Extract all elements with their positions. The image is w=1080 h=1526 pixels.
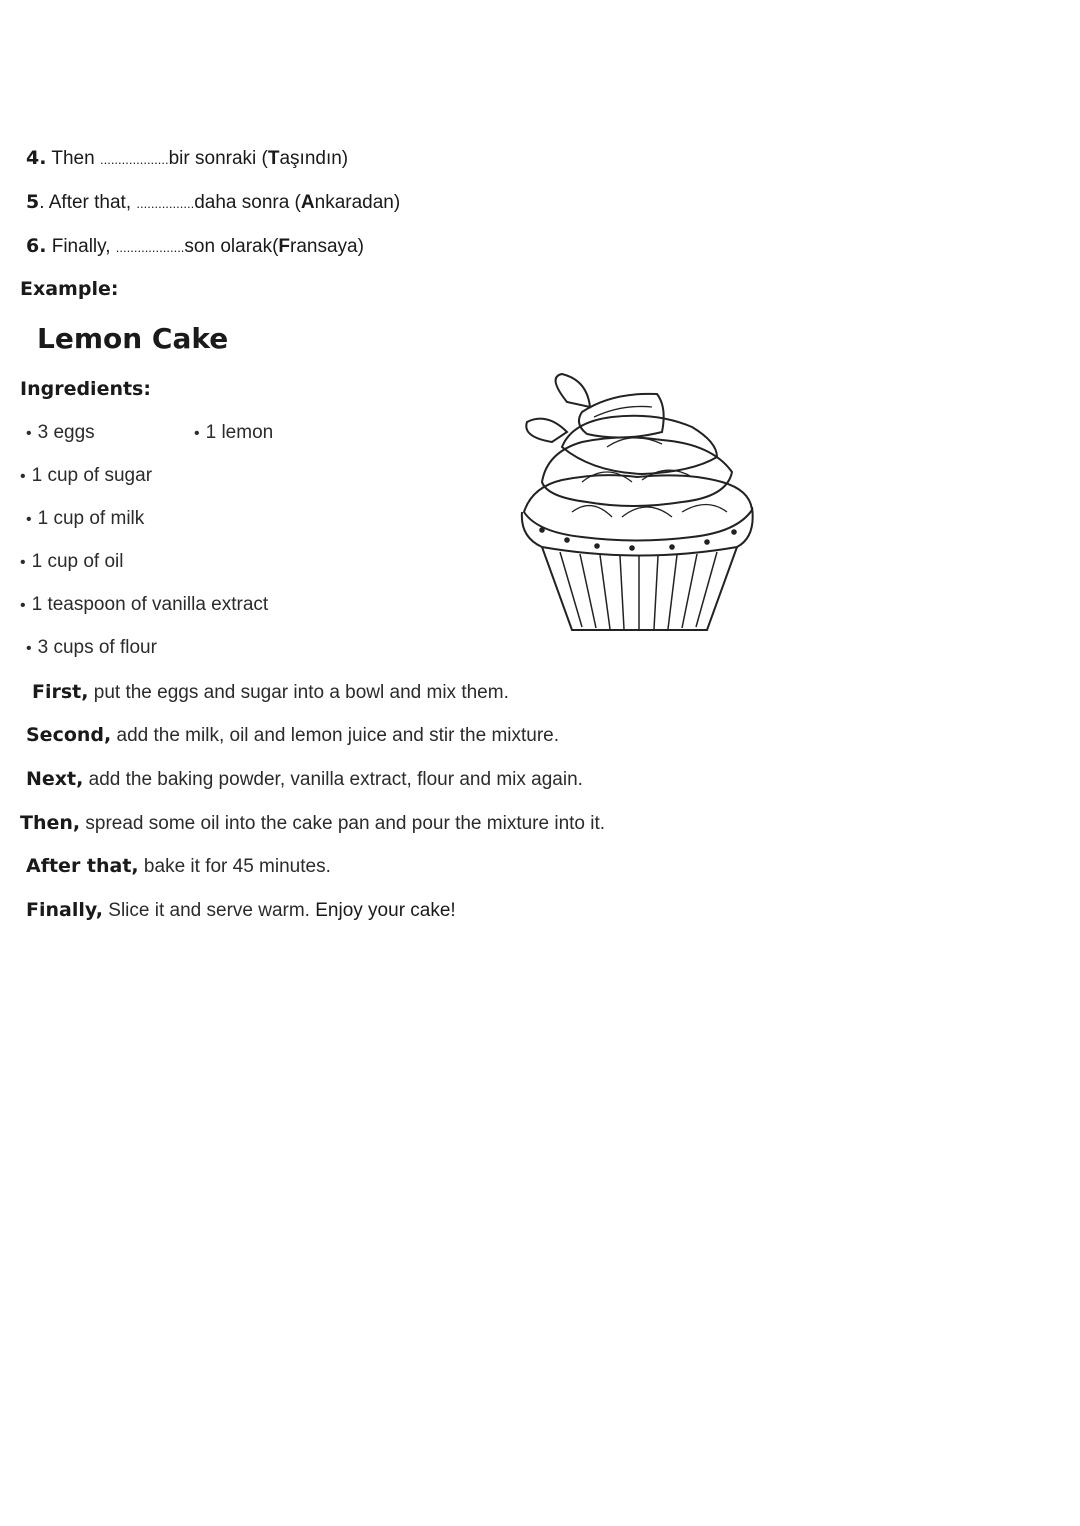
step-text: put the eggs and sugar into a bowl and mix them. bbox=[88, 682, 509, 703]
ingredient-text: 1 cup of milk bbox=[37, 508, 145, 529]
exercise-hint-end: aşındın) bbox=[279, 148, 349, 169]
recipe-step bbox=[26, 898, 456, 923]
ingredient-item bbox=[26, 636, 157, 661]
cupcake-illustration bbox=[512, 372, 762, 637]
ingredient-text: 1 teaspoon of vanilla extract bbox=[31, 594, 269, 615]
bullet-icon: • bbox=[26, 640, 32, 657]
exercise-line-6 bbox=[26, 234, 364, 260]
ingredient-text: 1 lemon bbox=[205, 422, 274, 443]
exercise-lead: . After that, bbox=[39, 192, 137, 213]
recipe-step bbox=[26, 767, 583, 792]
ingredient-text: 3 eggs bbox=[37, 422, 95, 443]
exercise-hint-bold: F bbox=[278, 236, 291, 257]
recipe-step bbox=[26, 723, 559, 748]
recipe-step bbox=[32, 680, 509, 705]
blank-dots: ................ bbox=[136, 196, 195, 211]
exercise-hint-end: nkaradan) bbox=[314, 192, 401, 213]
exercise-hint: bir sonraki ( bbox=[168, 148, 268, 169]
ingredient-item bbox=[26, 507, 144, 532]
exercise-hint-end: ransaya) bbox=[290, 236, 364, 257]
recipe-title: Lemon Cake bbox=[37, 322, 229, 355]
blank-dots: ................... bbox=[99, 152, 169, 167]
bullet-icon: • bbox=[194, 425, 200, 442]
step-text: spread some oil into the cake pan and pour the mixture into it. bbox=[80, 813, 606, 834]
ingredient-text: 1 cup of sugar bbox=[31, 465, 153, 486]
step-word: Then, bbox=[20, 812, 81, 834]
exercise-hint: daha sonra ( bbox=[194, 192, 301, 213]
exercise-line-4 bbox=[26, 146, 348, 172]
exercise-line-5 bbox=[26, 190, 400, 216]
recipe-step bbox=[20, 811, 605, 836]
step-word: Finally, bbox=[26, 899, 103, 921]
step-text: Slice it and serve warm. bbox=[103, 900, 316, 921]
bullet-icon: • bbox=[20, 468, 26, 485]
step-text: add the milk, oil and lemon juice and stir the mixture. bbox=[111, 725, 560, 746]
ingredient-item bbox=[20, 550, 124, 575]
blank-dots: ................... bbox=[115, 240, 185, 255]
step-text: add the baking powder, vanilla extract, flour and mix again. bbox=[83, 769, 583, 790]
exercise-lead: Then bbox=[46, 148, 100, 169]
exercise-number: 6. bbox=[26, 235, 47, 257]
ingredient-text: 1 cup of oil bbox=[31, 551, 124, 572]
exercise-number: 4. bbox=[26, 147, 47, 169]
bullet-icon: • bbox=[20, 597, 26, 614]
ingredient-item bbox=[20, 593, 268, 618]
exercise-hint-bold: T bbox=[267, 148, 280, 169]
exercise-number: 5 bbox=[26, 191, 40, 213]
step-word: After that, bbox=[26, 855, 139, 877]
bullet-icon: • bbox=[26, 425, 32, 442]
example-label: Example: bbox=[20, 278, 119, 300]
ingredient-text: 3 cups of flour bbox=[37, 637, 157, 658]
exercise-hint: son olarak( bbox=[184, 236, 279, 257]
step-word: Second, bbox=[26, 724, 112, 746]
recipe-step bbox=[26, 854, 331, 879]
ingredients-label: Ingredients: bbox=[20, 378, 151, 400]
ingredient-item bbox=[20, 464, 152, 489]
step-word: Next, bbox=[26, 768, 84, 790]
ingredient-item bbox=[26, 421, 95, 446]
bullet-icon: • bbox=[20, 554, 26, 571]
step-text: bake it for 45 minutes. bbox=[138, 856, 331, 877]
ingredient-item bbox=[194, 421, 273, 446]
exercise-lead: Finally, bbox=[46, 236, 116, 257]
step-extra: Enjoy your cake! bbox=[315, 900, 456, 921]
bullet-icon: • bbox=[26, 511, 32, 528]
step-word: First, bbox=[32, 681, 89, 703]
exercise-hint-bold: A bbox=[300, 192, 315, 213]
